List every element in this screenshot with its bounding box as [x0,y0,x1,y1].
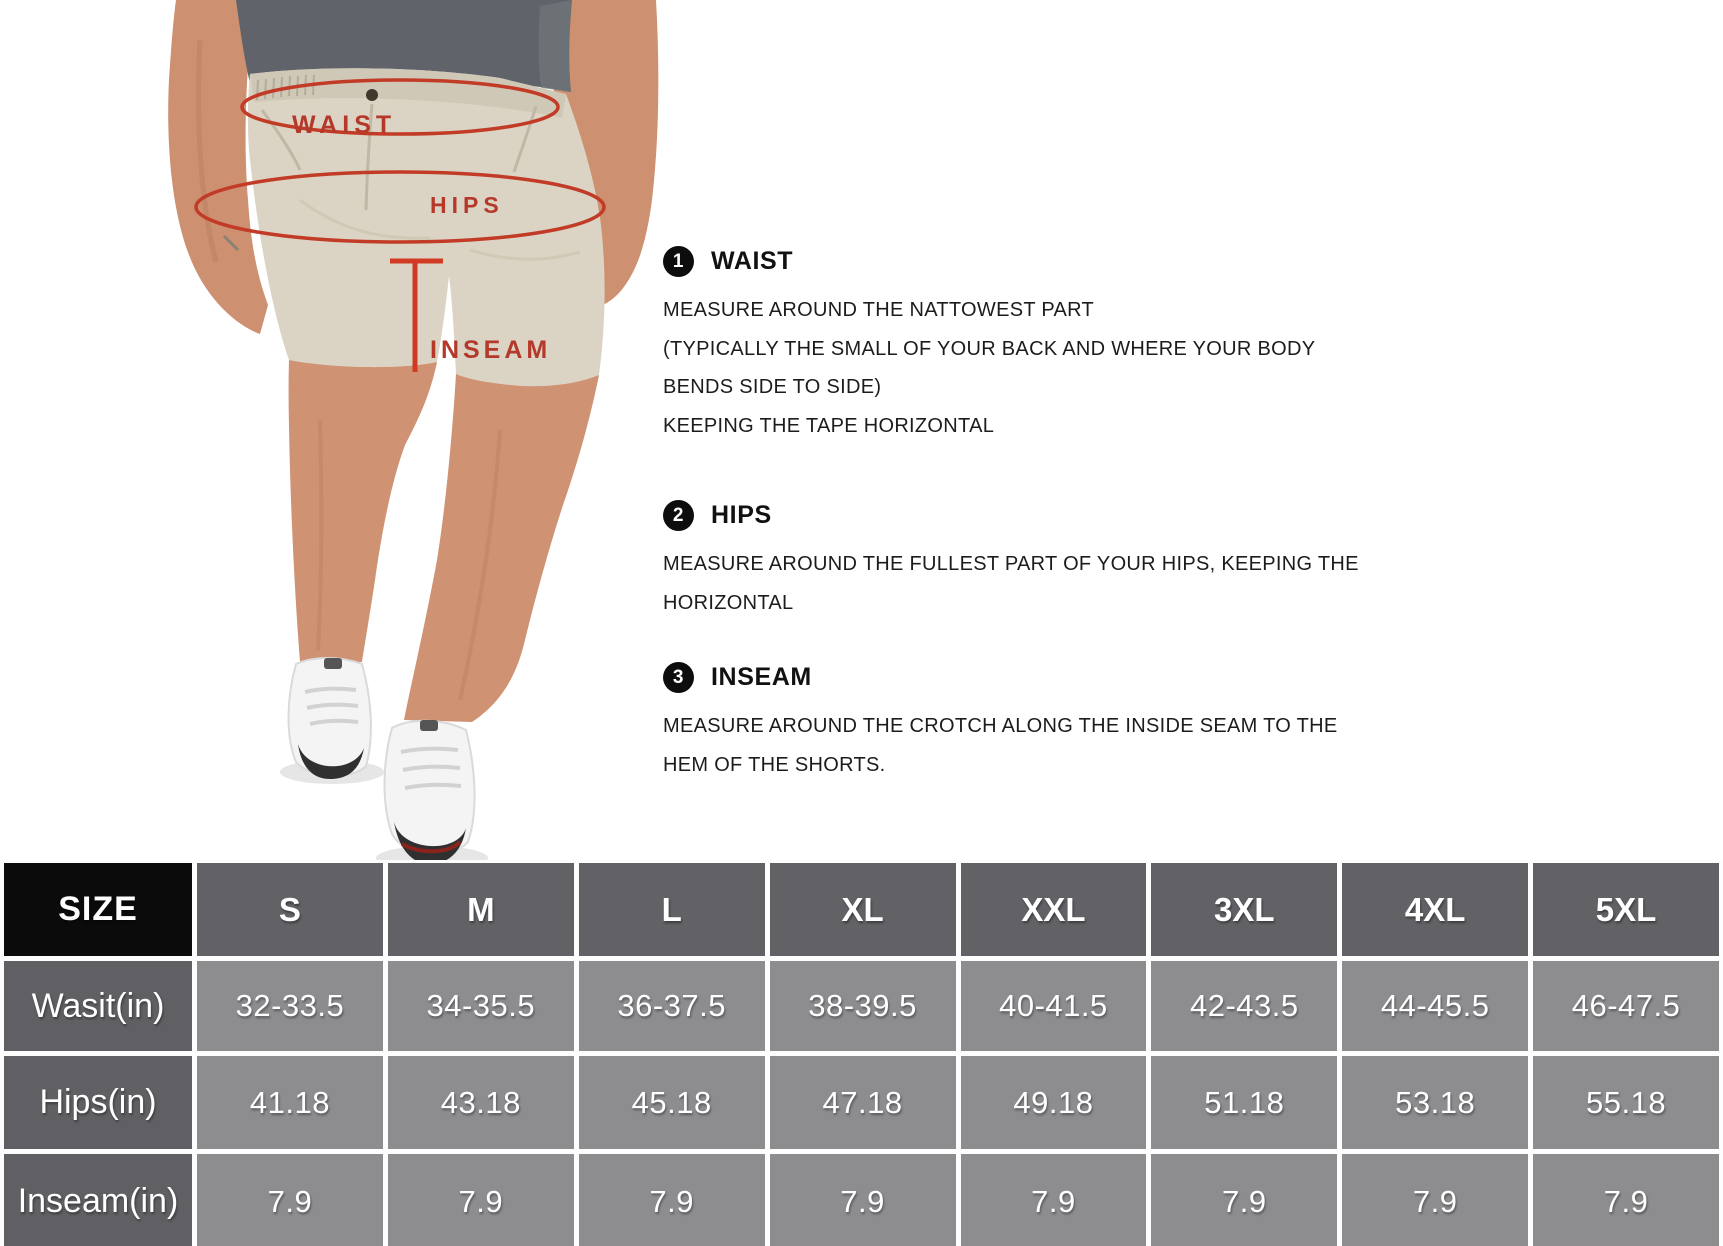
instruction-section-inseam [663,662,1363,784]
step-2-title: HIPS [711,501,772,529]
hips-value-xl: 47.18 [770,1056,956,1149]
step-1-badge: 1 [663,246,694,277]
size-col-header-l: L [579,863,765,956]
row-label-waist: Wasit(in) [4,961,192,1051]
size-chart-table [0,860,1723,1246]
inseam-value-4xl: 7.9 [1342,1154,1528,1246]
instruction-section-waist [663,246,1363,445]
right-shoe [376,720,488,866]
inseam-value-s: 7.9 [197,1154,383,1246]
step-1-line: (TYPICALLY THE SMALL OF YOUR BACK AND WHERE YOUR BODY [663,337,1316,360]
step-1-line: BENDS SIDE TO SIDE) [663,376,882,398]
inseam-photo-label: INSEAM [430,336,552,364]
inseam-value-3xl: 7.9 [1151,1154,1337,1246]
hips-value-m: 43.18 [388,1056,574,1149]
waist-value-4xl: 44-45.5 [1342,961,1528,1051]
step-2-line: MEASURE AROUND THE FULLEST PART OF YOUR HIPS, KEEPING THE [663,553,1359,575]
size-col-header-m: M [388,863,574,956]
step-3-title: INSEAM [711,663,812,691]
size-col-header-xl: XL [770,863,956,956]
waist-value-xxl: 40-41.5 [961,961,1147,1051]
inseam-value-l: 7.9 [579,1154,765,1246]
hips-value-s: 41.18 [197,1056,383,1149]
row-label-inseam: Inseam(in) [4,1154,192,1246]
instruction-section-hips [663,500,1363,622]
waist-value-m: 34-35.5 [388,961,574,1051]
step-2-badge: 2 [663,500,694,531]
waist-value-3xl: 42-43.5 [1151,961,1337,1051]
model-photo [0,0,660,866]
step-1-title: WAIST [711,247,794,275]
size-col-header-3xl: 3XL [1151,863,1337,956]
hips-value-4xl: 53.18 [1342,1056,1528,1149]
size-col-header-xxl: XXL [961,863,1147,956]
step-2-line: HORIZONTAL [663,591,794,614]
hips-photo-label: HIPS [430,192,504,218]
size-col-header-4xl: 4XL [1342,863,1528,956]
hips-value-l: 45.18 [579,1056,765,1149]
size-col-header-5xl: 5XL [1533,863,1719,956]
waist-photo-label: WAIST [292,111,397,139]
waist-value-l: 36-37.5 [579,961,765,1051]
left-shoe [280,658,384,784]
shorts-button [366,89,378,101]
step-3-line: HEM OF THE SHORTS. [663,753,886,776]
size-col-header-s: S [197,863,383,956]
size-chart-corner-header: SIZE [4,863,192,956]
step-3-line: MEASURE AROUND THE CROTCH ALONG THE INSIDE SEAM TO THE [663,715,1338,737]
hips-value-5xl: 55.18 [1533,1056,1719,1149]
step-1-line: MEASURE AROUND THE NATTOWEST PART [663,299,1095,321]
inseam-value-m: 7.9 [388,1154,574,1246]
waist-value-s: 32-33.5 [197,961,383,1051]
inseam-value-xxl: 7.9 [961,1154,1147,1246]
row-label-hips: Hips(in) [4,1056,192,1149]
step-3-badge: 3 [663,662,694,693]
inseam-value-xl: 7.9 [770,1154,956,1246]
hips-value-3xl: 51.18 [1151,1056,1337,1149]
inseam-value-5xl: 7.9 [1533,1154,1719,1246]
waist-value-5xl: 46-47.5 [1533,961,1719,1051]
hips-value-xxl: 49.18 [961,1056,1147,1149]
waist-value-xl: 38-39.5 [770,961,956,1051]
step-1-line: KEEPING THE TAPE HORIZONTAL [663,414,995,437]
